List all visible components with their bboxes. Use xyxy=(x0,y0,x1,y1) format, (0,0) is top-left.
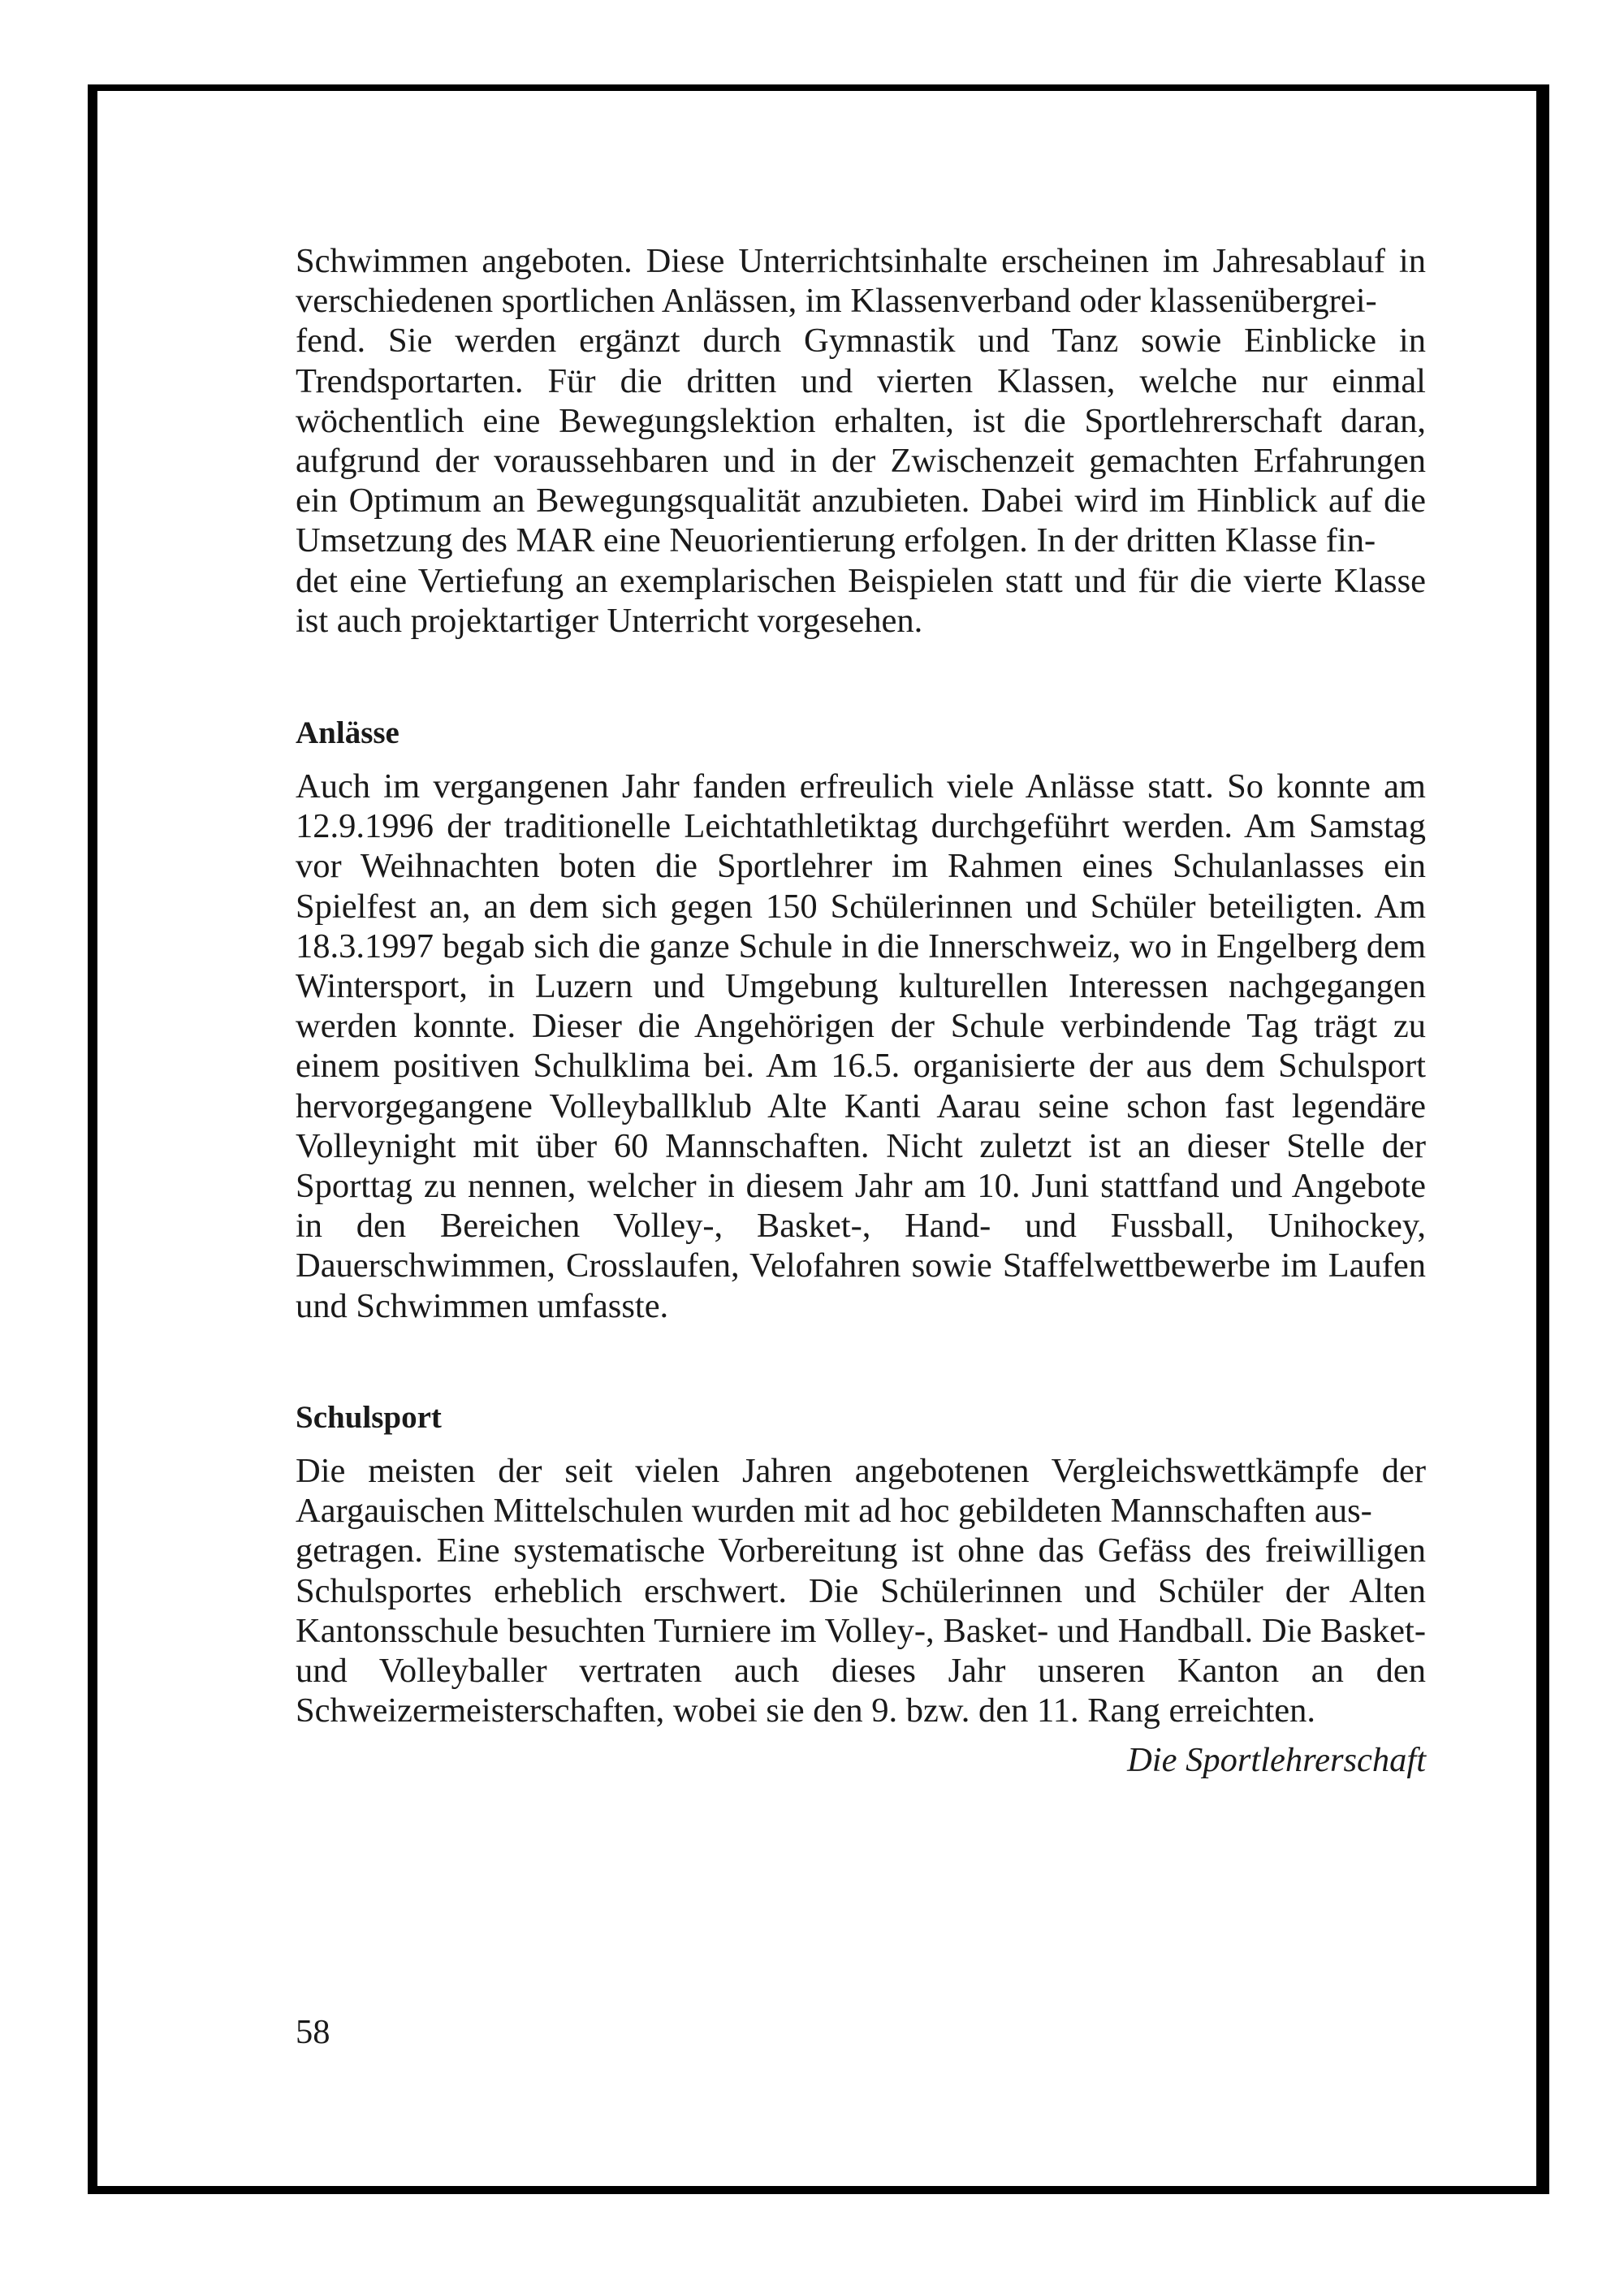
page-number: 58 xyxy=(296,2013,330,2051)
signature: Die Sportlehrerschaft xyxy=(1127,1741,1426,1779)
intro-paragraph: Schwimmen angeboten. Diese Unterrichtsinhalte erscheinen im Jahresablauf in verschiedenen sportlichen Anlässen, im Klassenverband oder klassenübergrei- fend. Sie werden ergänzt durch Gymnastik und Tanz sowie Einblicke in Trendsportarten. Für die dritten und vierten Klassen, welche nur einmal wöchentlich eine Bewegungslektion erhalten, ist die Sportlehrerschaft daran, aufgrund der voraussehbaren und in der Zwischenzeit gemachten Erfahrungen ein Optimum an Bewegungsqualität anzubieten. Dabei wird im Hinblick auf die Umsetzung des MAR eine Neuorientierung erfolgen. In der dritten Klasse fin- det eine Vertiefung an exemplarischen Beispielen statt und für die vierte Klasse ist auch projektartiger Unterricht vorgesehen. xyxy=(296,242,1426,640)
section-heading-anlaesse: Anlässe xyxy=(296,715,400,750)
section-body-schulsport: Die meisten der seit vielen Jahren angebotenen Vergleichswettkämpfe der Aargauischen Mittelschulen wurden mit ad hoc gebildeten Mannschaften aus- getragen. Eine systematische Vorbereitung ist ohne das Gefäss des freiwilligen Schulsportes erheblich erschwert. Die Schülerinnen und Schüler der Alten Kantonsschule besuchten Turniere im Volley-, Basket- und Handball. Die Basket- und Volleyballer vertraten auch dieses Jahr unseren Kanton an den Schweizermeisterschaften, wobei sie den 9. bzw. den 11. Rang erreichten. xyxy=(296,1452,1426,1730)
section-anlaesse xyxy=(296,713,1426,753)
section-heading-schulsport: Schulsport xyxy=(296,1400,442,1435)
section-schulsport-body-block xyxy=(296,1451,1426,1730)
section-anlaesse-body-block xyxy=(296,767,1426,1326)
section-schulsport xyxy=(296,1398,1426,1437)
intro-block xyxy=(296,241,1426,641)
section-body-anlaesse: Auch im vergangenen Jahr fanden erfreulich viele Anlässe statt. So konnte am 12.9.1996 der traditionelle Leichtathletiktag durchgeführt werden. Am Samstag vor Weihnachten boten die Sportlehrer im Rahmen eines Schulanlasses ein Spielfest an, an dem sich gegen 150 Schülerinnen und Schüler beteiligten. Am 18.3.1997 begab sich die ganze Schule in die Innerschweiz, wo in Engelberg dem Wintersport, in Luzern und Umgebung kulturellen Interessen nachgegangen werden konnte. Dieser die Angehörigen der Schule verbindende Tag trägt zu einem positiven Schulklima bei. Am 16.5. organisierte der aus dem Schulsport hervorgegangene Volleyballklub Alte Kanti Aarau seine schon fast legendäre Volleynight mit über 60 Mannschaften. Nicht zuletzt ist an dieser Stelle der Sporttag zu nennen, welcher in diesem Jahr am 10. Juni stattfand und Angebote in den Bereichen Volley-, Basket-, Hand- und Fussball, Unihockey, Dauerschwimmen, Crosslaufen, Velofahren sowie Staffelwettbewerbe im Laufen und Schwimmen umfasste. xyxy=(296,767,1426,1325)
